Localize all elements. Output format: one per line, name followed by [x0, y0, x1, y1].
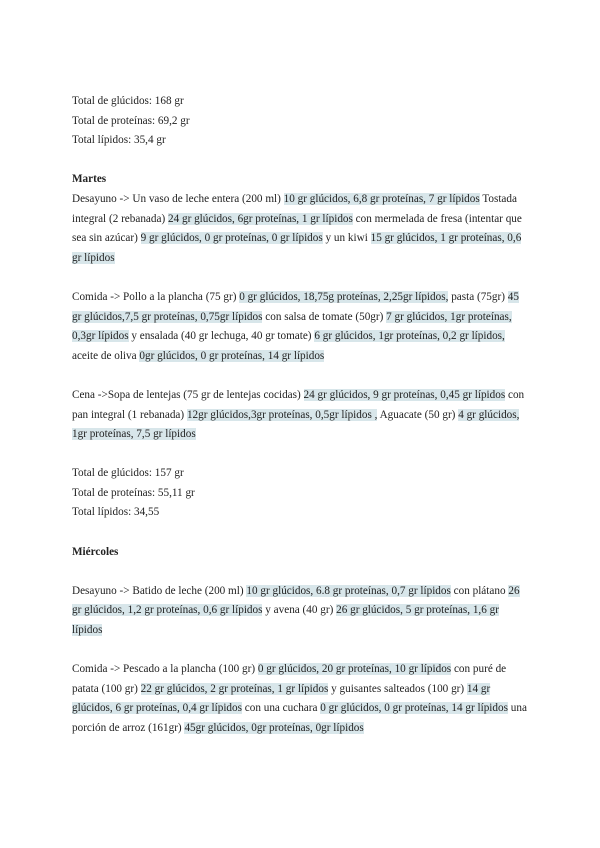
food-text: y ensalada (40 gr lechuga, 40 gr tomate) [128, 330, 315, 343]
food-text: Tostada integral (2 rebanada) [72, 192, 517, 225]
food-text: con una cuchara [241, 702, 321, 715]
nutrition-highlight: 6 gr glúcidos, 1gr proteínas, 0,2 gr lípidos, [314, 330, 505, 343]
food-text: Desayuno -> Un vaso de leche entera (200 ml) [72, 192, 284, 205]
nutrition-highlight: 10 gr glúcidos, 6.8 gr proteínas, 0,7 gr lípidos [246, 584, 451, 597]
day-heading-martes: Martes [72, 173, 107, 186]
food-text: con pan integral (1 rebanada) [72, 388, 525, 421]
nutrition-highlight: 10 gr glúcidos, 6,8 gr proteínas, 7 gr lípidos [283, 192, 480, 205]
food-text: aceite de oliva [72, 349, 140, 362]
nutrition-highlight: 15 gr glúcidos, 1 gr proteínas, 0,6 gr lípidos [72, 232, 522, 264]
food-text: y un kiwi [322, 232, 371, 245]
total-glucidos-lunes: Total de glúcidos: 168 gr [72, 95, 184, 107]
nutrition-highlight: 26 gr glúcidos, 1,2 gr proteínas, 0,6 gr lípidos [72, 584, 520, 617]
nutrition-highlight: 0 gr glúcidos, 18,75g proteínas, 2,25gr lípidos, [239, 290, 449, 303]
nutrition-highlight: 24 gr glúcidos, 6gr proteínas, 1 gr lípidos [167, 212, 353, 225]
nutrition-highlight: 4 gr glúcidos, 1gr proteínas, 7,5 gr lípidos [72, 408, 520, 441]
meal-desayuno-martes [72, 190, 530, 268]
nutrition-highlight: 7 gr glúcidos, 1gr proteínas, 0,3gr lípidos [72, 310, 512, 343]
food-text: Cena ->Sopa de lentejas (75 gr de lentejas cocidas) [72, 388, 304, 401]
nutrition-highlight: 45 gr glúcidos,7,5 gr proteínas, 0,75gr lípidos [72, 290, 519, 323]
nutrition-highlight: 45gr glúcidos, 0gr proteínas, 0gr lípidos [184, 722, 364, 734]
food-text: Desayuno -> Batido de leche (200 ml) [72, 584, 247, 597]
nutrition-highlight: 24 gr glúcidos, 9 gr proteínas, 0,45 gr lípidos [303, 388, 506, 401]
nutrition-highlight: 22 gr glúcidos, 2 gr proteínas, 1 gr lípidos [140, 682, 329, 695]
food-text: con puré de patata (100 gr) [72, 663, 507, 695]
total-glucidos-martes: Total de glúcidos: 157 gr [72, 467, 184, 480]
total-lipidos-lunes: Total lípidos: 35,4 gr [72, 134, 166, 147]
total-lipidos-martes: Total lípidos: 34,55 [72, 506, 160, 519]
meal-cena-martes [72, 386, 530, 445]
food-text: una porción de arroz (161gr) [72, 702, 527, 734]
food-text: Aguacate (50 gr) [377, 408, 459, 421]
meal-desayuno-miercoles [72, 582, 530, 641]
nutrition-highlight: 0 gr glúcidos, 0 gr proteínas, 14 gr lípidos [320, 702, 508, 715]
food-text: y avena (40 gr) [262, 604, 337, 617]
food-text: Comida -> Pescado a la plancha (100 gr) [72, 663, 258, 676]
meal-comida-miercoles [72, 660, 530, 738]
nutrition-highlight: 14 gr glúcidos, 6 gr proteínas, 0,4 gr lípidos [72, 682, 491, 715]
nutrition-highlight: 26 gr glúcidos, 5 gr proteínas, 1,6 gr lípidos [72, 604, 499, 637]
food-text: con mermelada de fresa (intentar que sea sin azúcar) [72, 212, 522, 245]
nutrition-highlight: 12gr glúcidos,3gr proteínas, 0,5gr lípidos , [186, 408, 378, 421]
total-proteinas-martes: Total de proteínas: 55,11 gr [72, 486, 195, 499]
nutrition-highlight: 9 gr glúcidos, 0 gr proteínas, 0 gr lípidos [140, 232, 323, 245]
day-heading-miercoles: Miércoles [72, 545, 119, 558]
food-text: con salsa de tomate (50gr) [262, 310, 387, 323]
food-text: con plátano [450, 584, 509, 597]
meal-comida-martes [72, 288, 530, 366]
nutrition-highlight: 0gr glúcidos, 0 gr proteínas, 14 gr lípidos [139, 349, 325, 362]
nutrition-highlight: 0 gr glúcidos, 20 gr proteínas, 10 gr lípidos [257, 663, 452, 676]
food-text: y guisantes salteados (100 gr) [328, 682, 467, 695]
food-text: pasta (75gr) [448, 290, 508, 303]
total-proteinas-lunes: Total de proteínas: 69,2 gr [72, 114, 190, 127]
food-text: Comida -> Pollo a la plancha (75 gr) [72, 290, 240, 303]
